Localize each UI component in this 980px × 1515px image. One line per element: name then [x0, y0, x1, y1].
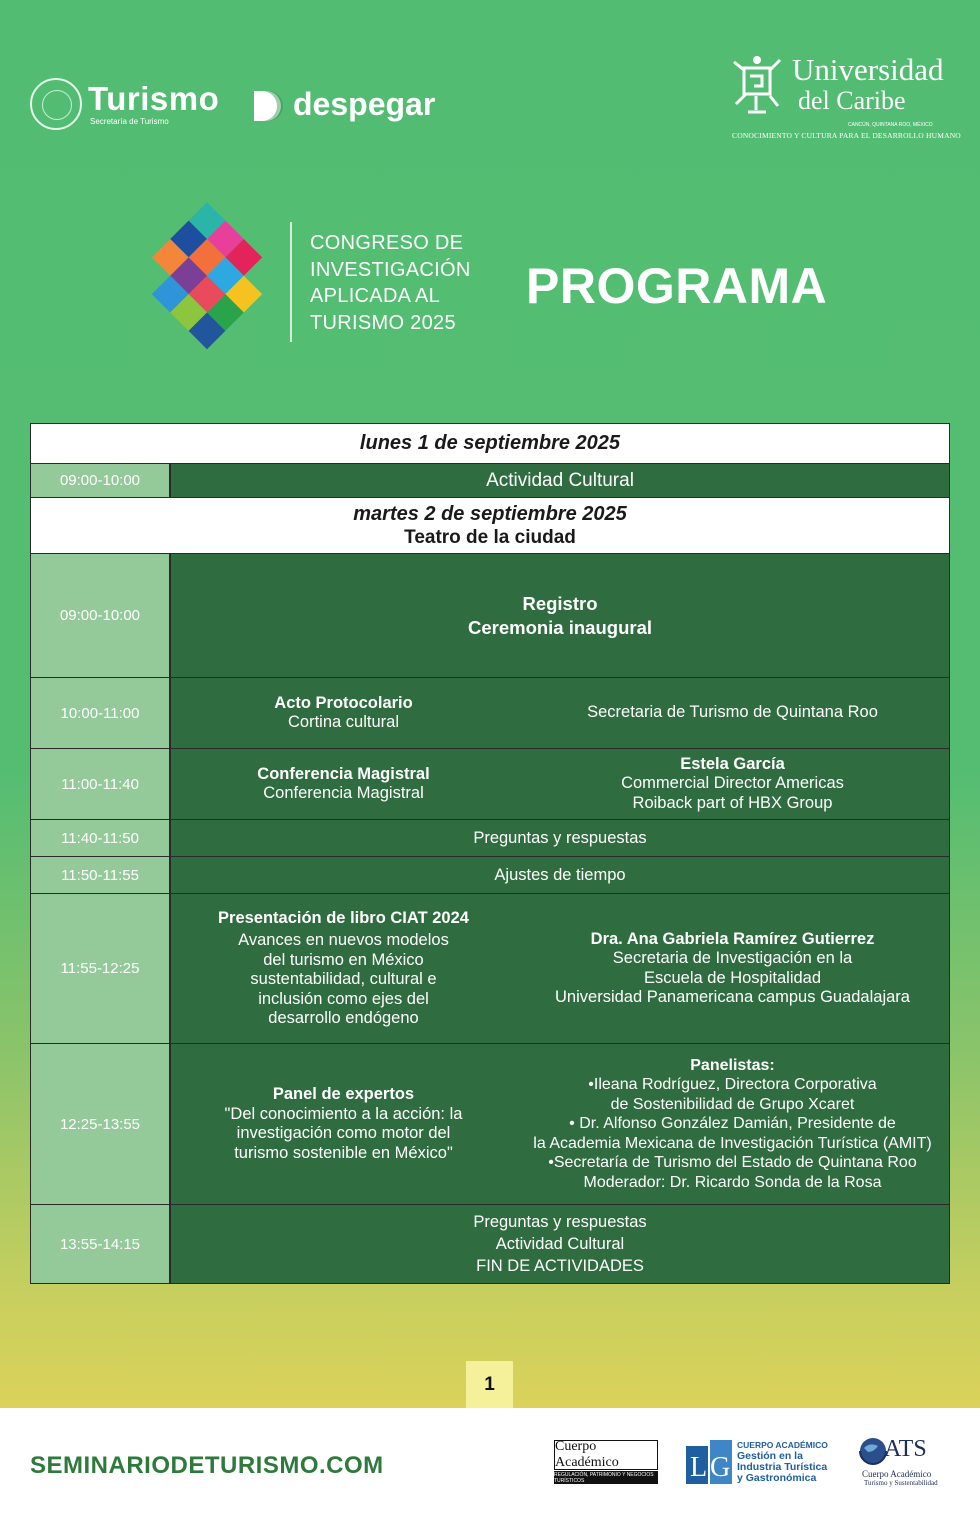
- congreso-title-line: APLICADA AL: [310, 285, 441, 307]
- congreso-title: [310, 230, 471, 336]
- activity-title: Acto Protocolario: [274, 693, 413, 712]
- website-link[interactable]: SEMINARIODETURISMO.COM: [30, 1452, 384, 1479]
- schedule-row: [31, 1043, 949, 1204]
- header-divider: [290, 222, 292, 342]
- activity-line: FIN DE ACTIVIDADES: [476, 1257, 644, 1275]
- speaker-line: Secretaria de Investigación en la: [612, 949, 853, 967]
- cuerpo-academico-title: Cuerpo Académico: [554, 1440, 658, 1470]
- speaker-name: Dra. Ana Gabriela Ramírez Gutierrez: [590, 929, 875, 948]
- activity-line: "Del conocimiento a la acción: la: [224, 1104, 463, 1123]
- panelist-line: la Academia Mexicana de Investigación Turística (AMIT): [533, 1134, 932, 1152]
- activity-line: Avances en nuevos modelos: [238, 931, 449, 949]
- panelist-line: •Secretaría de Turismo del Estado de Quintana Roo: [548, 1154, 917, 1172]
- universidad-tagline: CONOCIMIENTO Y CULTURA PARA EL DESARROLLO HUMANO: [732, 131, 961, 140]
- activity-line: turismo sostenible en México": [234, 1143, 453, 1162]
- schedule-row: [31, 893, 949, 1043]
- activity-line: Ceremonia inaugural: [467, 616, 652, 638]
- schedule-row: [31, 1204, 949, 1283]
- activity-cell: [171, 554, 949, 677]
- time-cell: 10:00-11:00: [31, 678, 171, 748]
- time-cell: 12:25-13:55: [31, 1044, 171, 1204]
- activity-title: Panel de expertos: [272, 1085, 415, 1103]
- time-cell: 11:00-11:40: [31, 749, 171, 819]
- time-cell: 09:00-10:00: [31, 554, 171, 677]
- schedule-row: [31, 856, 949, 893]
- svg-text:L: L: [690, 1452, 708, 1483]
- panelist-line: •Ileana Rodríguez, Directora Corporativa: [588, 1076, 877, 1094]
- lg-logo-icon: [686, 1440, 732, 1484]
- time-cell: 09:00-10:00: [31, 464, 171, 497]
- activity-cell: [171, 678, 949, 748]
- activity-line: sustentabilidad, cultural e: [250, 970, 437, 988]
- activity-cell: Preguntas y respuestas: [171, 820, 949, 856]
- cuerpo-academico-logo: [554, 1440, 658, 1484]
- congreso-title-line: CONGRESO DE: [310, 232, 464, 254]
- activity-title: Presentación de libro CIAT 2024: [218, 908, 469, 927]
- schedule-row: [31, 463, 949, 497]
- schedule-row: [31, 677, 949, 748]
- universidad-location: CANCÚN, QUINTANA ROO, MÉXICO: [848, 122, 933, 128]
- day2-header-row: [31, 497, 949, 553]
- time-cell: 11:55-12:25: [31, 894, 171, 1043]
- day2-venue: Teatro de la ciudad: [404, 526, 576, 548]
- time-cell: 13:55-14:15: [31, 1205, 171, 1283]
- panelists-title: Panelistas:: [690, 1056, 775, 1074]
- despegar-logo-text: despegar: [293, 86, 436, 122]
- activity-cell: Ajustes de tiempo: [171, 857, 949, 893]
- universidad-caribe-glyph-icon: [730, 52, 786, 120]
- speaker-line: Commercial Director Americas: [621, 774, 844, 793]
- day1-header-row: [31, 424, 949, 463]
- speaker-line: Roiback part of HBX Group: [632, 793, 833, 812]
- schedule-row: [31, 748, 949, 819]
- congreso-mosaic-logo-icon: [118, 200, 296, 360]
- panelist-line: • Dr. Alfonso González Damián, Presidente de: [569, 1115, 896, 1133]
- activity-line: Conferencia Magistral: [263, 784, 424, 802]
- universidad-name-line1: Universidad: [792, 52, 944, 87]
- schedule-row: [31, 819, 949, 856]
- lg-logo-line: Gestión en la: [737, 1450, 803, 1462]
- activity-line: desarrollo endógeno: [268, 1009, 419, 1027]
- universidad-name-line2: del Caribe: [798, 86, 906, 115]
- activity-title: Conferencia Magistral: [257, 764, 430, 783]
- activity-line: inclusión como ejes del: [258, 989, 429, 1008]
- activity-line: Preguntas y respuestas: [473, 1213, 647, 1231]
- activity-cell: [171, 749, 949, 819]
- day2-header: martes 2 de septiembre 2025: [353, 502, 627, 525]
- programa-heading: PROGRAMA: [526, 258, 828, 314]
- time-cell: 11:40-11:50: [31, 820, 171, 856]
- activity-cell: [171, 1205, 949, 1283]
- schedule-table: [30, 423, 950, 1284]
- activity-line: Cortina cultural: [288, 713, 399, 731]
- svg-text:G: G: [710, 1452, 731, 1483]
- activity-cell: [171, 1044, 949, 1204]
- lg-logo-line: y Gastronómica: [737, 1472, 817, 1484]
- speaker-name: Estela García: [680, 754, 785, 773]
- mexico-seal-icon: [30, 78, 82, 130]
- panelist-line: Moderador: Dr. Ricardo Sonda de la Rosa: [583, 1173, 882, 1191]
- activity-cell: [171, 894, 949, 1043]
- cats-logo-subtitle: Cuerpo Académico: [862, 1469, 932, 1479]
- lg-logo-line: Industria Turística: [737, 1461, 828, 1473]
- cuerpo-academico-subtitle: REGULACIÓN, PATRIMONIO Y NEGOCIOS TURÍSTICOS: [554, 1471, 658, 1484]
- lg-logo-title: CUERPO ACADÉMICO: [737, 1440, 828, 1450]
- activity-line: del turismo en México: [263, 950, 424, 969]
- panelist-line: de Sostenibilidad de Grupo Xcaret: [610, 1095, 855, 1113]
- lg-logo-text: [737, 1451, 827, 1484]
- activity-line: Actividad Cultural: [495, 1235, 625, 1253]
- turismo-logo-subtitle: Secretaría de Turismo: [90, 117, 169, 126]
- activity-cell: Actividad Cultural: [171, 464, 949, 497]
- speaker-line: Escuela de Hospitalidad: [643, 968, 822, 987]
- page-number: 1: [466, 1361, 513, 1408]
- activity-line: Registro: [522, 592, 598, 614]
- cats-logo-title: ATS: [884, 1436, 927, 1462]
- day1-header: lunes 1 de septiembre 2025: [359, 432, 621, 454]
- activity-line: investigación como motor del: [236, 1124, 451, 1142]
- cats-logo-subtitle2: Turismo y Sustentabilidad: [864, 1479, 938, 1487]
- congreso-title-line: INVESTIGACIÓN: [310, 258, 471, 281]
- despegar-logo-icon: [252, 89, 286, 123]
- turismo-logo-title: Turismo: [88, 80, 220, 117]
- speaker-line: Secretaria de Turismo de Quintana Roo: [587, 703, 878, 722]
- congreso-title-line: TURISMO 2025: [310, 311, 456, 334]
- speaker-line: Universidad Panamericana campus Guadalajara: [555, 988, 910, 1006]
- schedule-row: [31, 553, 949, 677]
- time-cell: 11:50-11:55: [31, 857, 171, 893]
